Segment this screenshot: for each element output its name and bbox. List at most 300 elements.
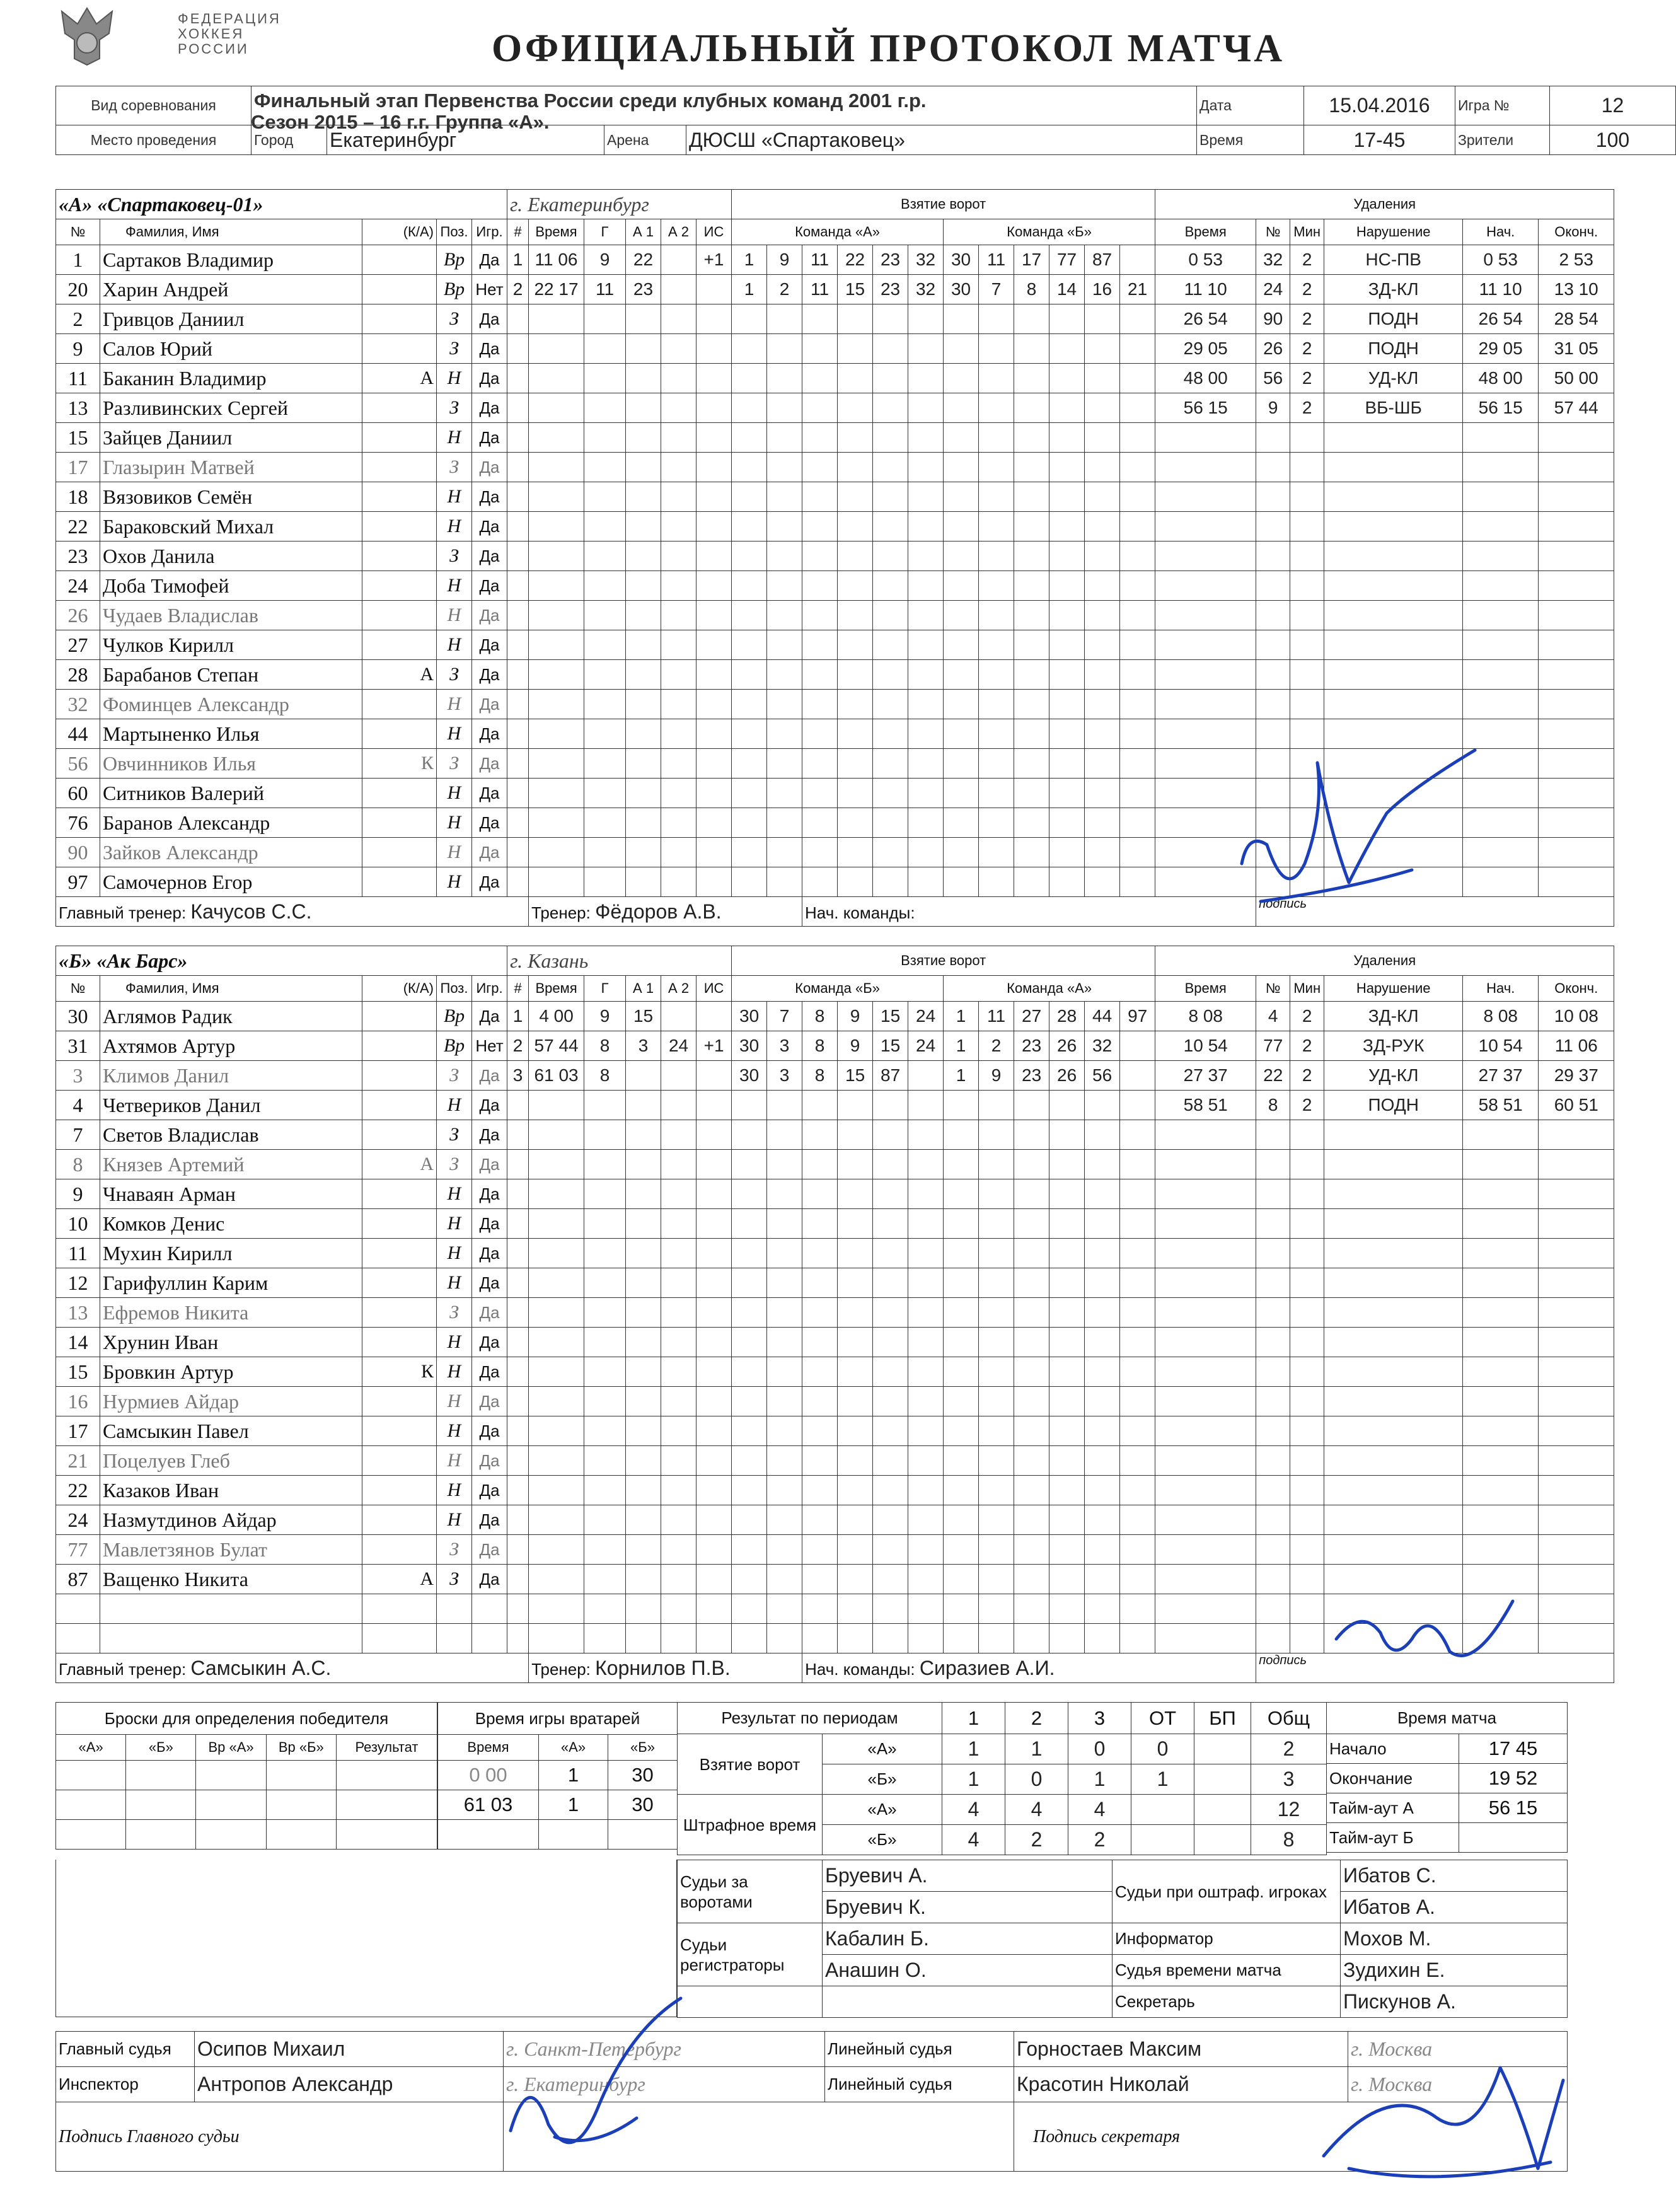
player-number: 27 — [56, 630, 100, 660]
player-number: 24 — [56, 571, 100, 601]
player-captain — [362, 334, 437, 364]
registrar: Кабалин Б. — [823, 1923, 1113, 1955]
player-played: Да — [472, 453, 507, 482]
player-captain — [362, 1298, 437, 1328]
penalty-start: 10 54 — [1463, 1031, 1539, 1061]
player-name: Чнаваян Арман — [100, 1179, 362, 1209]
gk-row-a: 1 — [539, 1761, 608, 1790]
player-position: Н — [437, 1209, 472, 1239]
penalty-viol: ЗД-КЛ — [1324, 275, 1463, 304]
player-name: Зайков Александр — [100, 838, 362, 867]
goals-title: Взятие ворот — [732, 946, 1155, 976]
player-played: Да — [472, 1328, 507, 1357]
player-number: 32 — [56, 690, 100, 719]
goal-g: 9 — [584, 1002, 626, 1031]
goal-team-b-player: 26 — [1049, 1031, 1085, 1061]
period-value — [1194, 1795, 1251, 1825]
gk-col-a: «А» — [539, 1735, 608, 1761]
player-position: Н — [437, 1268, 472, 1298]
goal-time: 4 00 — [529, 1002, 584, 1031]
goal-team-b-player: 2 — [979, 1031, 1014, 1061]
player-name: Аглямов Радик — [100, 1002, 362, 1031]
player-played: Да — [472, 304, 507, 334]
player-number: 15 — [56, 423, 100, 453]
player-played: Да — [472, 867, 507, 897]
penalties-title: Удаления — [1155, 946, 1614, 976]
penalty-num: 32 — [1256, 245, 1290, 275]
player-number: 15 — [56, 1357, 100, 1387]
goal-team-b-player — [1120, 1061, 1155, 1091]
team-label: «А» «Спартаковец-01» — [56, 190, 507, 219]
col-is: ИС — [696, 219, 732, 245]
player-number: 26 — [56, 601, 100, 630]
penalty-num: 9 — [1256, 393, 1290, 423]
gk-row-time: 0 00 — [438, 1761, 539, 1790]
goal-team-a-player: 15 — [838, 1061, 873, 1091]
player-number: 22 — [56, 512, 100, 541]
penalty-end: 60 51 — [1539, 1091, 1614, 1120]
goal-team-a-player: 2 — [767, 275, 802, 304]
penalty-box-label: Судьи при оштраф. игроках — [1113, 1860, 1341, 1923]
linesman: Красотин Николай — [1014, 2067, 1348, 2102]
player-name: Чулков Кирилл — [100, 630, 362, 660]
player-name: Доба Тимофей — [100, 571, 362, 601]
goal-team-a-player: 3 — [767, 1031, 802, 1061]
col-pen-time: Время — [1155, 976, 1256, 1002]
player-captain — [362, 838, 437, 867]
player-position: З — [437, 1150, 472, 1179]
player-number: 13 — [56, 1298, 100, 1328]
goal-time: 57 44 — [529, 1031, 584, 1061]
player-played: Да — [472, 334, 507, 364]
penalty-end: 50 00 — [1539, 364, 1614, 393]
player-captain — [362, 423, 437, 453]
team-label: «Б» «Ак Барс» — [56, 946, 507, 976]
player-captain — [362, 779, 437, 808]
player-captain — [362, 1091, 437, 1120]
match-time-title: Время матча — [1327, 1703, 1568, 1734]
player-number: 90 — [56, 838, 100, 867]
shootout-title: Броски для определения победителя — [56, 1703, 437, 1735]
goal-team-b-player: 23 — [1014, 1061, 1049, 1091]
player-number: 87 — [56, 1565, 100, 1594]
goal-a2: 24 — [661, 1031, 696, 1061]
player-captain — [362, 393, 437, 423]
player-number: 23 — [56, 541, 100, 571]
player-name: Мавлетзянов Булат — [100, 1535, 362, 1565]
col-pen-viol: Нарушение — [1324, 976, 1463, 1002]
goal-team-a-player: 32 — [908, 245, 944, 275]
penalty-start: 26 54 — [1463, 304, 1539, 334]
player-number: 17 — [56, 453, 100, 482]
player-captain — [362, 1535, 437, 1565]
player-captain — [362, 512, 437, 541]
spectators-value: 100 — [1550, 125, 1676, 155]
player-position: Н — [437, 1357, 472, 1387]
penalty-start: 29 05 — [1463, 334, 1539, 364]
player-name: Самочернов Егор — [100, 867, 362, 897]
player-played: Нет — [472, 275, 507, 304]
goal-team-b-player: 14 — [1049, 275, 1085, 304]
penalty-num: 90 — [1256, 304, 1290, 334]
team-a-signature — [1223, 738, 1488, 927]
player-played: Да — [472, 423, 507, 453]
goal-team-b-player: 11 — [979, 245, 1014, 275]
goal-a1 — [626, 1061, 661, 1091]
col-a1: А 1 — [626, 219, 661, 245]
player-played: Да — [472, 1565, 507, 1594]
period-results-table — [677, 1702, 1327, 1855]
penalty-min: 2 — [1290, 364, 1324, 393]
period-row-team: «А» — [823, 1734, 942, 1764]
secretary-signature-label: Подпись секретаря — [1014, 2102, 1568, 2172]
player-played: Да — [472, 541, 507, 571]
goal-team-b-player: 32 — [1085, 1031, 1120, 1061]
player-position: Н — [437, 571, 472, 601]
col-played: Игр. — [472, 976, 507, 1002]
player-played: Да — [472, 1150, 507, 1179]
player-captain — [362, 1268, 437, 1298]
timeout-a-label: Тайм-аут А — [1327, 1793, 1459, 1823]
player-name: Климов Данил — [100, 1061, 362, 1091]
goal-g: 8 — [584, 1061, 626, 1091]
player-name: Четвериков Данил — [100, 1091, 362, 1120]
player-captain: К — [362, 1357, 437, 1387]
player-position: Н — [437, 1416, 472, 1446]
period-value: 1 — [1131, 1764, 1194, 1795]
chief-ref-city: г. Санкт-Петербург — [504, 2032, 825, 2067]
player-number: 11 — [56, 364, 100, 393]
player-name: Фоминцев Александр — [100, 690, 362, 719]
date-label: Дата — [1197, 86, 1304, 125]
player-position: З — [437, 393, 472, 423]
player-position: Н — [437, 808, 472, 838]
shootout-col: «А» — [56, 1735, 126, 1761]
goal-team-a-player: 1 — [732, 275, 767, 304]
player-number: 3 — [56, 1061, 100, 1091]
goal-a1: 15 — [626, 1002, 661, 1031]
player-captain — [362, 275, 437, 304]
linesman-label: Линейный судья — [825, 2067, 1014, 2102]
col-pen-num: № — [1256, 976, 1290, 1002]
player-captain — [362, 1387, 437, 1416]
chief-ref-signature-label: Подпись Главного судьи — [56, 2102, 504, 2172]
player-name: Бровкин Артур — [100, 1357, 362, 1387]
goal-team-b-player: 1 — [944, 1061, 979, 1091]
player-number: 17 — [56, 1416, 100, 1446]
goal-team-a-player: 8 — [802, 1061, 838, 1091]
player-number: 30 — [56, 1002, 100, 1031]
player-number: 76 — [56, 808, 100, 838]
timeout-b-label: Тайм-аут Б — [1327, 1823, 1459, 1853]
goal-team-b-player: 21 — [1120, 275, 1155, 304]
trainer-label: Тренер: — [531, 903, 591, 922]
player-position: Н — [437, 779, 472, 808]
player-name: Баранов Александр — [100, 808, 362, 838]
chief-ref-label: Главный судья — [56, 2032, 195, 2067]
player-played: Да — [472, 1416, 507, 1446]
time-label: Время — [1197, 125, 1304, 155]
player-played: Да — [472, 1120, 507, 1150]
player-number: 24 — [56, 1505, 100, 1535]
eagle-emblem-icon — [49, 5, 125, 67]
comp-label: Вид соревнования — [56, 86, 251, 125]
goal-team-b-player — [1120, 245, 1155, 275]
goal-is — [696, 1061, 732, 1091]
penalty-num: 26 — [1256, 334, 1290, 364]
player-played: Да — [472, 1002, 507, 1031]
player-position — [437, 1594, 472, 1624]
player-number: 8 — [56, 1150, 100, 1179]
goal-team-b-player: 11 — [979, 1002, 1014, 1031]
gk-row-b: 30 — [608, 1790, 678, 1820]
shootout-col: Результат — [336, 1735, 437, 1761]
period-value — [1131, 1795, 1194, 1825]
player-played: Да — [472, 690, 507, 719]
player-position: Н — [437, 482, 472, 512]
player-number: 14 — [56, 1328, 100, 1357]
penalty-time: 26 54 — [1155, 304, 1256, 334]
penalty-num: 4 — [1256, 1002, 1290, 1031]
player-number: 4 — [56, 1091, 100, 1120]
goal-n: 1 — [507, 245, 529, 275]
player-played: Да — [472, 364, 507, 393]
goal-judge: Бруевич А. — [823, 1860, 1113, 1892]
col-pen-end: Оконч. — [1539, 976, 1614, 1002]
penalty-min: 2 — [1290, 334, 1324, 364]
player-number: 2 — [56, 304, 100, 334]
player-name: Баканин Владимир — [100, 364, 362, 393]
officials-table — [677, 1860, 1568, 2018]
penalty-start: 11 10 — [1463, 275, 1539, 304]
player-captain — [362, 571, 437, 601]
penalty-end: 13 10 — [1539, 275, 1614, 304]
shootout-col: Вр «Б» — [266, 1735, 336, 1761]
goal-is: +1 — [696, 1031, 732, 1061]
player-position: Н — [437, 512, 472, 541]
penalty-end: 29 37 — [1539, 1061, 1614, 1091]
coach-name: Самсыкин А.С. — [190, 1656, 332, 1679]
match-start-label: Начало — [1327, 1734, 1459, 1764]
col-ka: (К/А) — [362, 976, 437, 1002]
penalty-viol: ПОДН — [1324, 304, 1463, 334]
goal-team-a-player: 30 — [732, 1002, 767, 1031]
penalty-num: 22 — [1256, 1061, 1290, 1091]
col-pen-min: Мин — [1290, 219, 1324, 245]
col-g: Г — [584, 976, 626, 1002]
federation-logo — [49, 5, 175, 62]
player-captain — [362, 482, 437, 512]
player-captain — [362, 1476, 437, 1505]
secretary-signature — [1311, 2042, 1576, 2200]
player-name: Бараковский Михал — [100, 512, 362, 541]
sign-label: подпись — [1256, 1653, 1614, 1683]
col-pos: Поз. — [437, 219, 472, 245]
penalty-start: 48 00 — [1463, 364, 1539, 393]
col-pen-start: Нач. — [1463, 976, 1539, 1002]
goal-team-b-player: 30 — [944, 275, 979, 304]
player-captain — [362, 1209, 437, 1239]
goal-team-b-player: 7 — [979, 275, 1014, 304]
player-number: 20 — [56, 275, 100, 304]
col-a1: А 1 — [626, 976, 661, 1002]
player-captain — [362, 1120, 437, 1150]
penalty-min: 2 — [1290, 304, 1324, 334]
period-value: 4 — [942, 1825, 1005, 1855]
chief-label: Нач. команды: — [805, 903, 915, 922]
game-label: Игра № — [1455, 86, 1550, 125]
timekeeper: Зудихин Е. — [1341, 1955, 1568, 1986]
player-name: Гривцов Даниил — [100, 304, 362, 334]
col-pen-start: Нач. — [1463, 219, 1539, 245]
player-name: Гарифуллин Карим — [100, 1268, 362, 1298]
roster-table — [55, 946, 1614, 1683]
player-number — [56, 1594, 100, 1624]
penalty-end: 57 44 — [1539, 393, 1614, 423]
chief-label: Нач. команды: — [805, 1659, 915, 1679]
player-name: Комков Денис — [100, 1209, 362, 1239]
col-pen-time: Время — [1155, 219, 1256, 245]
goal-team-a-player: 8 — [802, 1031, 838, 1061]
goal-team-a-player: 1 — [732, 245, 767, 275]
timeout-b — [1459, 1823, 1568, 1853]
city-value: Екатеринбург — [327, 125, 604, 155]
player-played: Да — [472, 245, 507, 275]
penalty-time: 58 51 — [1155, 1091, 1256, 1120]
col-ka: (К/А) — [362, 219, 437, 245]
penalty-min: 2 — [1290, 245, 1324, 275]
goal-team-b-player: 87 — [1085, 245, 1120, 275]
period-value: 0 — [1005, 1764, 1068, 1795]
goal-n: 3 — [507, 1061, 529, 1091]
player-captain: А — [362, 1150, 437, 1179]
player-position: Н — [437, 423, 472, 453]
coach-label: Главный тренер: — [59, 1659, 187, 1679]
player-name: Салов Юрий — [100, 334, 362, 364]
player-captain — [362, 1031, 437, 1061]
player-position: Н — [437, 1446, 472, 1476]
player-number: 13 — [56, 393, 100, 423]
col-goal-time: Время — [529, 976, 584, 1002]
player-played: Да — [472, 660, 507, 690]
goal-time: 22 17 — [529, 275, 584, 304]
col-num: № — [56, 976, 100, 1002]
col-is: ИС — [696, 976, 732, 1002]
player-captain — [362, 1446, 437, 1476]
player-number: 18 — [56, 482, 100, 512]
match-start: 17 45 — [1459, 1734, 1568, 1764]
penalty-time: 29 05 — [1155, 334, 1256, 364]
goal-team-b-player: 16 — [1085, 275, 1120, 304]
goal-team-b-player: 27 — [1014, 1002, 1049, 1031]
player-played: Да — [472, 1091, 507, 1120]
period-head: ОТ — [1131, 1703, 1194, 1734]
goal-judge: Бруевич К. — [823, 1892, 1113, 1923]
period-row-label: Штрафное время — [678, 1795, 823, 1855]
player-name — [100, 1624, 362, 1653]
period-row-label: Взятие ворот — [678, 1734, 823, 1795]
goal-team-b-player: 17 — [1014, 245, 1049, 275]
player-position: Н — [437, 1179, 472, 1209]
player-position: З — [437, 1120, 472, 1150]
player-number — [56, 1624, 100, 1653]
player-position: З — [437, 453, 472, 482]
player-number: 60 — [56, 779, 100, 808]
goal-a1: 3 — [626, 1031, 661, 1061]
team-b-signature — [1324, 1595, 1525, 1683]
player-captain — [362, 245, 437, 275]
coach-name: Качусов С.С. — [190, 900, 312, 923]
coach-label: Главный тренер: — [59, 903, 187, 922]
goal-is: +1 — [696, 245, 732, 275]
gk-row-b: 30 — [608, 1761, 678, 1790]
player-captain — [362, 541, 437, 571]
period-value: 3 — [1251, 1764, 1327, 1795]
goal-n: 1 — [507, 1002, 529, 1031]
linesman: Горностаев Максим — [1014, 2032, 1348, 2067]
penalty-viol: УД-КЛ — [1324, 1061, 1463, 1091]
linesman-label: Линейный судья — [825, 2032, 1014, 2067]
goal-team-a-player: 24 — [908, 1002, 944, 1031]
penalty-time: 11 10 — [1155, 275, 1256, 304]
player-name: Князев Артемий — [100, 1150, 362, 1179]
col-g: Г — [584, 219, 626, 245]
goal-team-a-player: 15 — [873, 1031, 908, 1061]
goal-team-a-player: 3 — [767, 1061, 802, 1091]
inspector-label: Инспектор — [56, 2067, 195, 2102]
col-pen-min: Мин — [1290, 976, 1324, 1002]
document-title: ОФИЦИАЛЬНЫЙ ПРОТОКОЛ МАТЧА — [492, 27, 1285, 70]
player-captain — [362, 304, 437, 334]
period-value: 12 — [1251, 1795, 1327, 1825]
goal-team-a-player: 32 — [908, 275, 944, 304]
penalty-box-judge: Ибатов А. — [1341, 1892, 1568, 1923]
col-pen-num: № — [1256, 219, 1290, 245]
goal-team-b-player — [1120, 1031, 1155, 1061]
goal-team-a-player: 9 — [838, 1031, 873, 1061]
goal-team-a-player: 11 — [802, 275, 838, 304]
col-num: № — [56, 219, 100, 245]
penalty-min: 2 — [1290, 1091, 1324, 1120]
player-name: Самсыкин Павел — [100, 1416, 362, 1446]
player-captain — [362, 1416, 437, 1446]
spectators-label: Зрители — [1455, 125, 1550, 155]
player-position: З — [437, 1565, 472, 1594]
goal-time: 11 06 — [529, 245, 584, 275]
player-captain — [362, 1328, 437, 1357]
col-team-b: Команда «А» — [944, 976, 1155, 1002]
goal-team-a-player: 7 — [767, 1002, 802, 1031]
player-name: Зайцев Даниил — [100, 423, 362, 453]
penalty-viol: УД-КЛ — [1324, 364, 1463, 393]
player-number: 21 — [56, 1446, 100, 1476]
penalty-start: 8 08 — [1463, 1002, 1539, 1031]
player-position: Н — [437, 630, 472, 660]
col-pen-end: Оконч. — [1539, 219, 1614, 245]
period-value: 1 — [1005, 1734, 1068, 1764]
player-position — [437, 1624, 472, 1653]
goal-team-b-player: 1 — [944, 1002, 979, 1031]
player-name: Чудаев Владислав — [100, 601, 362, 630]
player-captain — [362, 1179, 437, 1209]
player-played: Да — [472, 1446, 507, 1476]
shootout-table — [55, 1702, 437, 1850]
period-value: 1 — [1068, 1764, 1131, 1795]
penalty-viol: ВБ-ШБ — [1324, 393, 1463, 423]
col-goal-time: Время — [529, 219, 584, 245]
player-position: З — [437, 1535, 472, 1565]
goal-a2 — [661, 1002, 696, 1031]
